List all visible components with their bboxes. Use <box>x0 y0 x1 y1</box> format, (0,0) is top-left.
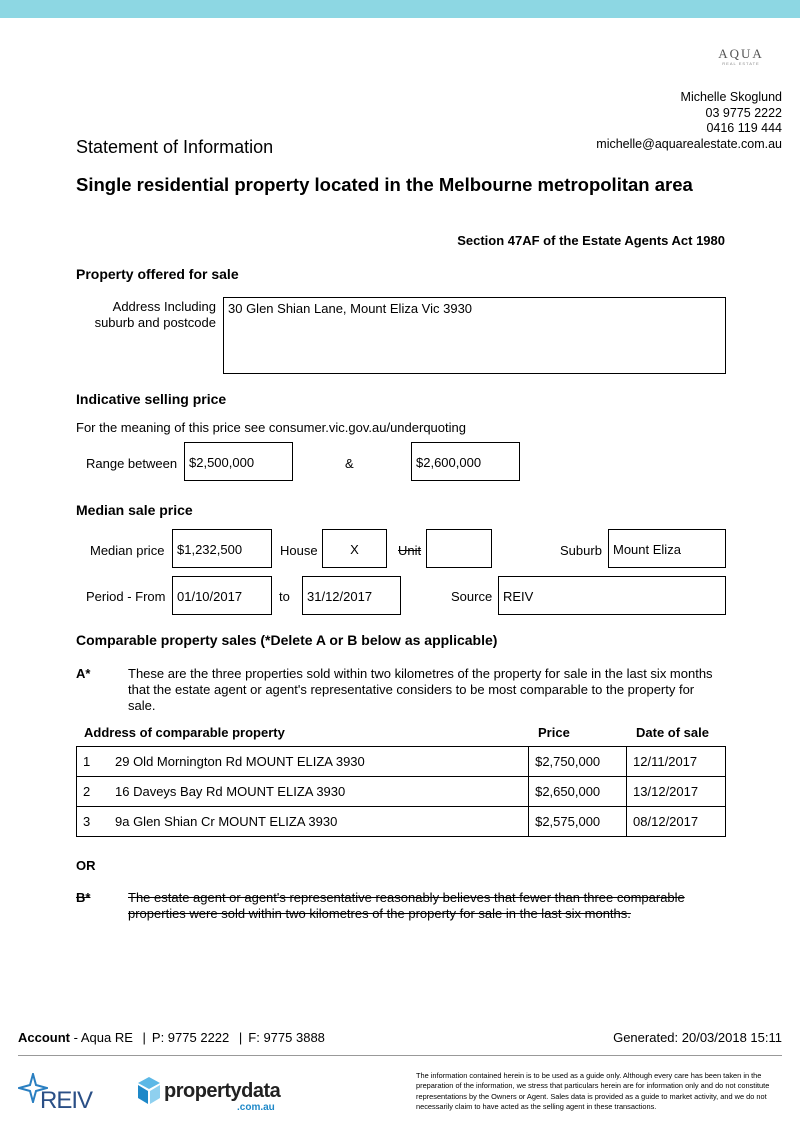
propertydata-cube-icon <box>137 1076 161 1106</box>
median-price-value: $1,232,500 <box>177 542 243 557</box>
range-low-value: $2,500,000 <box>189 455 255 470</box>
comparable-sales-table <box>76 746 726 837</box>
option-a-text: These are the three properties sold within two kilometres of the property for sale in the last six months that the estate agent or agent's representative considers to be most comparable to the property for sale. <box>128 666 713 713</box>
suburb-label: Suburb <box>560 543 602 558</box>
address-field[interactable] <box>223 297 726 374</box>
property-heading: Property offered for sale <box>76 266 239 282</box>
suburb-field[interactable] <box>608 529 726 568</box>
col-address-header: Address of comparable property <box>84 725 285 740</box>
account-label: Account <box>18 1030 70 1045</box>
period-from-value: 01/10/2017 <box>177 589 243 604</box>
underquoting-note: For the meaning of this price see consumer.vic.gov.au/underquoting <box>76 420 466 435</box>
row-number: 1 <box>83 754 91 769</box>
range-low-field[interactable] <box>184 442 293 481</box>
main-title: Single residential property located in the Melbourne metropolitan area <box>76 174 693 195</box>
row-price: $2,575,000 <box>529 807 627 837</box>
row-price: $2,650,000 <box>529 777 627 807</box>
aqua-logo-sub: REAL ESTATE <box>722 61 760 66</box>
range-ampersand: & <box>345 456 354 471</box>
row-price: $2,750,000 <box>529 747 627 777</box>
period-to-value: 31/12/2017 <box>307 589 373 604</box>
row-address: 9a Glen Shian Cr MOUNT ELIZA 3930 <box>115 814 338 829</box>
footer-fax: F: 9775 3888 <box>248 1030 325 1045</box>
range-high-field[interactable] <box>411 442 520 481</box>
agent-phone-2: 0416 119 444 <box>706 121 782 135</box>
propertydata-logo-text: propertydata <box>164 1080 281 1102</box>
address-label: Address Including suburb and postcode <box>94 299 216 330</box>
account-info: Account - Aqua RE | P: 9775 2222 | F: 9775 3888 <box>18 1030 325 1045</box>
period-to-field[interactable] <box>302 576 401 615</box>
row-number: 3 <box>83 814 91 829</box>
col-price-header: Price <box>538 725 570 740</box>
row-number: 2 <box>83 784 91 799</box>
source-label: Source <box>451 589 493 604</box>
row-date: 08/12/2017 <box>627 807 726 837</box>
agent-contact <box>596 90 782 152</box>
row-date: 13/12/2017 <box>627 777 726 807</box>
median-price-label: Median price <box>90 543 165 558</box>
option-b-marker: B* <box>76 890 91 905</box>
footer-divider <box>18 1055 782 1056</box>
indicative-heading: Indicative selling price <box>76 391 227 407</box>
footer-phone: P: 9775 2222 <box>151 1030 230 1045</box>
table-row <box>77 777 726 807</box>
comparable-heading: Comparable property sales (*Delete A or B below as applicable) <box>76 632 498 648</box>
reiv-logo <box>18 1073 98 1115</box>
table-row <box>77 807 726 837</box>
median-heading: Median sale price <box>76 502 193 518</box>
option-a-marker: A* <box>76 666 91 681</box>
propertydata-logo <box>137 1076 287 1116</box>
suburb-value: Mount Eliza <box>613 542 681 557</box>
range-high-value: $2,600,000 <box>416 455 482 470</box>
table-row <box>77 747 726 777</box>
option-b-text: The estate agent or agent's representative reasonably believes that fewer than three comparable properties were sold within two kilometres of the property for sale in the last six months. <box>128 890 685 921</box>
statement-title: Statement of Information <box>76 137 274 157</box>
propertydata-logo-sub: .com.au <box>237 1102 275 1113</box>
period-to-label: to <box>279 589 290 604</box>
or-separator: OR <box>76 858 96 873</box>
source-value: REIV <box>503 589 534 604</box>
agent-name: Michelle Skoglund <box>680 90 782 104</box>
col-date-header: Date of sale <box>636 725 709 740</box>
house-label: House <box>280 543 318 558</box>
house-field[interactable] <box>322 529 387 568</box>
aqua-logo <box>706 46 776 66</box>
unit-label: Unit <box>398 543 422 558</box>
generated-timestamp: Generated: 20/03/2018 15:11 <box>613 1030 782 1045</box>
address-value: 30 Glen Shian Lane, Mount Eliza Vic 3930 <box>228 301 473 316</box>
agent-phone-1: 03 9775 2222 <box>705 105 782 120</box>
row-date: 12/11/2017 <box>627 747 726 777</box>
agent-email: michelle@aquarealestate.com.au <box>596 136 782 151</box>
account-value: - Aqua RE <box>73 1030 133 1045</box>
range-label: Range between <box>86 456 178 471</box>
top-color-bar <box>0 0 800 18</box>
aqua-logo-word: AQUA <box>718 46 764 61</box>
median-price-field[interactable] <box>172 529 272 568</box>
reiv-logo-text: REIV <box>40 1087 93 1114</box>
period-from-label: Period - From <box>86 589 166 604</box>
unit-field[interactable] <box>426 529 492 568</box>
source-field[interactable] <box>498 576 726 615</box>
row-address: 16 Daveys Bay Rd MOUNT ELIZA 3930 <box>115 784 346 799</box>
disclaimer-text: The information contained herein is to be used as a guide only. Although every care has been taken in the preparation of the information, we stress that particulars herein are for information only and do not constitute representations by the Owners or Agent. Sales data is provided as a guide to market activity, and we do not necessarily claim to have acted as the selling agent in these transactions. <box>416 1071 770 1112</box>
row-address: 29 Old Mornington Rd MOUNT ELIZA 3930 <box>115 754 365 769</box>
section-reference: Section 47AF of the Estate Agents Act 1980 <box>457 233 725 248</box>
house-value: X <box>350 542 359 557</box>
period-from-field[interactable] <box>172 576 272 615</box>
